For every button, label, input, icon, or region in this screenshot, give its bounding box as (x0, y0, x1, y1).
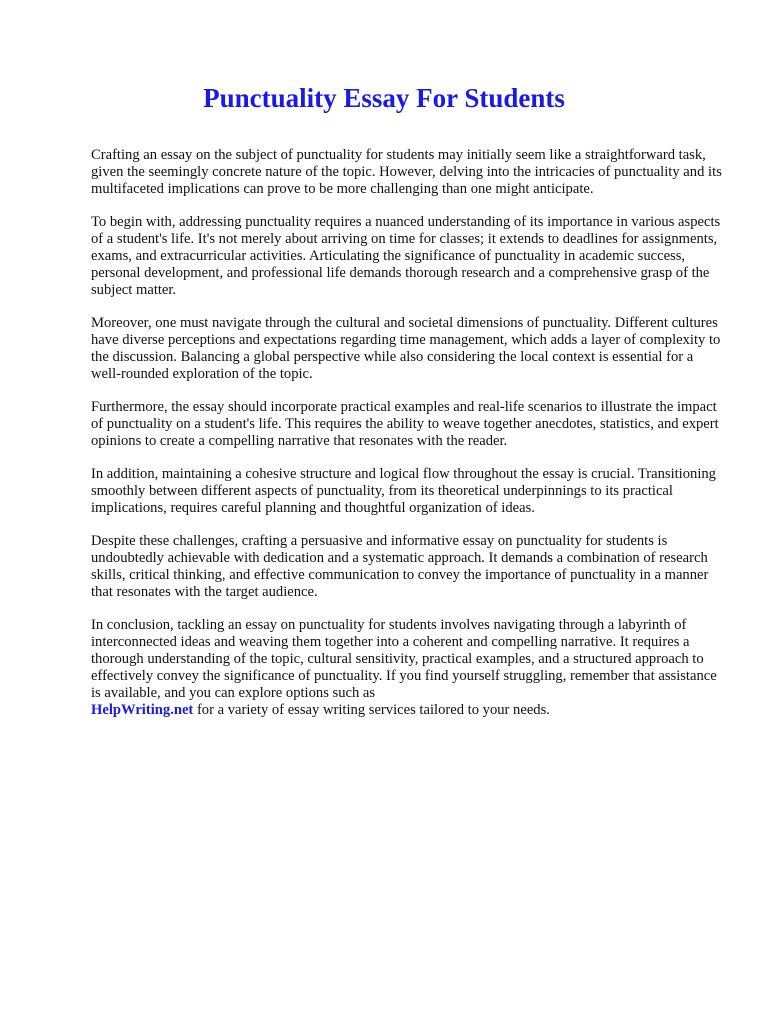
helpwriting-link[interactable]: HelpWriting.net (91, 702, 194, 718)
paragraph-structure: In addition, maintaining a cohesive structure and logical flow throughout the essay is crucial. Transitioning smoothly between different aspects of punctuality, from its theoretical underpinnings to its practical implications, requires careful planning and thoughtful organization of ideas. (91, 466, 716, 516)
conclusion-text: In conclusion, tackling an essay on punctuality for students involves navigating through a labyrinth of interconnected ideas and weaving them together into a coherent and compelling narrative. It requires a thorough understanding of the topic, cultural sensitivity, practical examples, and a structured approach to effectively convey the significance of punctuality. If you find yourself struggling, remember that assistance is available, and you can explore options such as (91, 617, 717, 701)
paragraph-examples: Furthermore, the essay should incorporate practical examples and real-life scenarios to illustrate the impact of punctuality on a student's life. This requires the ability to weave together anecdotes, statistics, and expert opinions to create a compelling narrative that resonates with the reader. (91, 399, 719, 449)
conclusion-tail-text: for a variety of essay writing services tailored to your needs. (193, 702, 550, 718)
paragraph-intro: Crafting an essay on the subject of punctuality for students may initially seem like a straightforward task, given the seemingly concrete nature of the topic. However, delving into the intricacies of punctuality and its multifaceted implications can prove to be more challenging than one might anticipate. (91, 147, 722, 197)
paragraph-conclusion (91, 617, 725, 719)
document-body (91, 147, 725, 735)
paragraph-importance: To begin with, addressing punctuality requires a nuanced understanding of its importance in various aspects of a student's life. It's not merely about arriving on time for classes; it extends to deadlines for assignments, exams, and extracurricular activities. Articulating the significance of punctuality in academic success, personal development, and professional life demands thorough research and a comprehensive grasp of the subject matter. (91, 214, 721, 298)
paragraph-cultural: Moreover, one must navigate through the cultural and societal dimensions of punctuality. Different cultures have diverse perceptions and expectations regarding time management, which adds a layer of complexity to the discussion. Balancing a global perspective while also considering the local context is essential for a well-rounded exploration of the topic. (91, 315, 721, 382)
paragraph-challenges: Despite these challenges, crafting a persuasive and informative essay on punctuality for students is undoubtedly achievable with dedication and a systematic approach. It demands a combination of research skills, critical thinking, and effective communication to convey the importance of punctuality in a manner that resonates with the target audience. (91, 533, 709, 600)
document-title: Punctuality Essay For Students (203, 83, 565, 113)
